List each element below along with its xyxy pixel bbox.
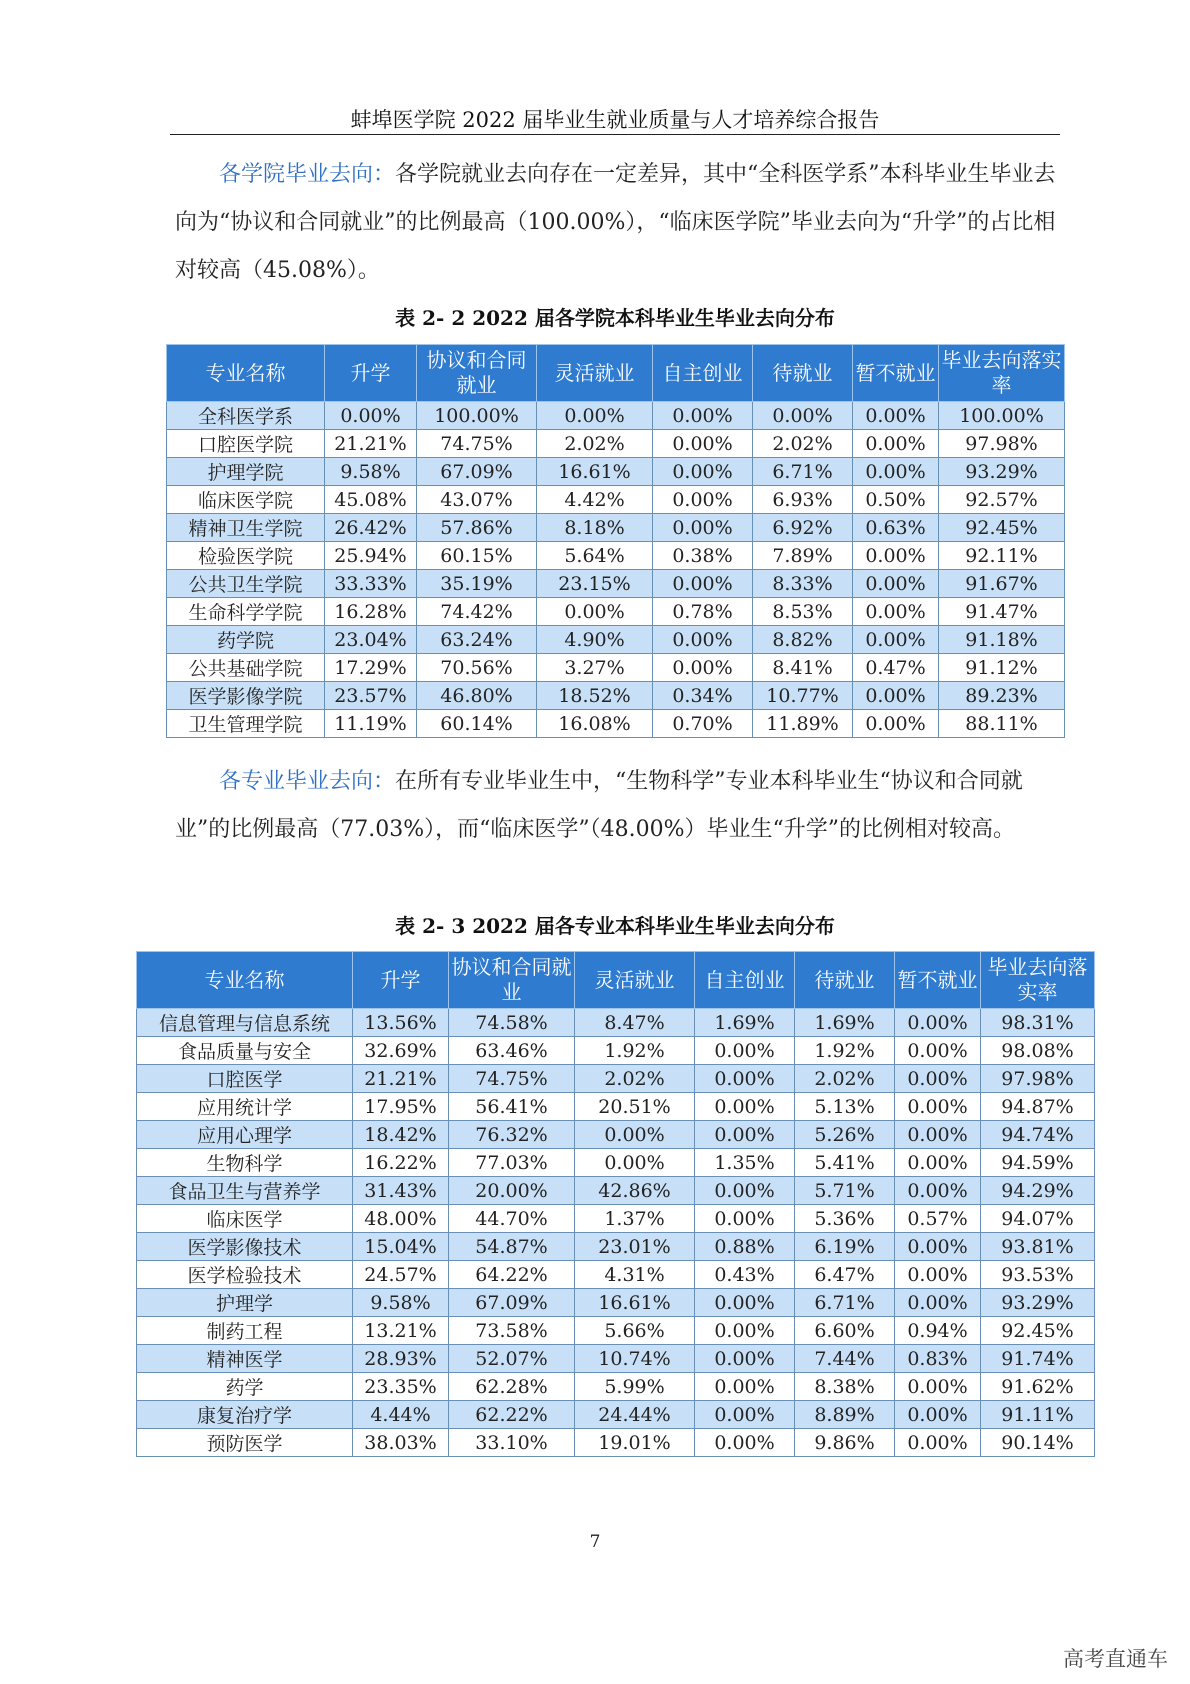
table-cell: 90.14%	[981, 1429, 1095, 1457]
table-cell: 94.74%	[981, 1121, 1095, 1149]
row-label-cell: 食品卫生与营养学	[137, 1177, 353, 1205]
table-cell: 0.70%	[653, 710, 753, 738]
table-cell: 8.41%	[753, 654, 853, 682]
table-cell: 16.08%	[537, 710, 653, 738]
table-cell: 91.62%	[981, 1373, 1095, 1401]
column-header: 协议和合同就业	[449, 952, 575, 1009]
table-cell: 16.61%	[537, 458, 653, 486]
table-cell: 0.57%	[895, 1205, 981, 1233]
table-cell: 0.00%	[695, 1345, 795, 1373]
table-cell: 91.12%	[939, 654, 1065, 682]
table-cell: 52.07%	[449, 1345, 575, 1373]
table-cell: 63.24%	[417, 626, 537, 654]
table-cell: 17.29%	[325, 654, 417, 682]
table-cell: 9.58%	[325, 458, 417, 486]
column-header: 灵活就业	[537, 345, 653, 402]
table-row	[167, 542, 1065, 570]
table-row	[137, 1317, 1095, 1345]
table-cell: 0.00%	[653, 458, 753, 486]
table-cell: 60.14%	[417, 710, 537, 738]
table-row	[137, 1373, 1095, 1401]
table-cell: 1.37%	[575, 1205, 695, 1233]
table-cell: 98.08%	[981, 1037, 1095, 1065]
table-cell: 0.00%	[653, 402, 753, 430]
table-cell: 21.21%	[325, 430, 417, 458]
table-cell: 0.00%	[853, 598, 939, 626]
row-label-cell: 应用心理学	[137, 1121, 353, 1149]
table-cell: 92.11%	[939, 542, 1065, 570]
table-cell: 0.00%	[325, 402, 417, 430]
column-header: 专业名称	[137, 952, 353, 1009]
table-row	[167, 626, 1065, 654]
table-row	[167, 710, 1065, 738]
row-label-cell: 护理学	[137, 1289, 353, 1317]
column-header: 毕业去向落实率	[981, 952, 1095, 1009]
table-row	[137, 1429, 1095, 1457]
row-label-cell: 生物科学	[137, 1149, 353, 1177]
table-cell: 6.47%	[795, 1261, 895, 1289]
table-cell: 8.47%	[575, 1009, 695, 1037]
table-cell: 0.00%	[537, 598, 653, 626]
column-header: 灵活就业	[575, 952, 695, 1009]
table-cell: 2.02%	[795, 1065, 895, 1093]
table-cell: 74.42%	[417, 598, 537, 626]
table-cell: 1.35%	[695, 1149, 795, 1177]
table-cell: 0.00%	[895, 1373, 981, 1401]
table-cell: 0.00%	[895, 1121, 981, 1149]
table-cell: 3.27%	[537, 654, 653, 682]
column-header: 暂不就业	[895, 952, 981, 1009]
table-row	[167, 430, 1065, 458]
table-cell: 0.00%	[895, 1177, 981, 1205]
table-cell: 0.38%	[653, 542, 753, 570]
table-cell: 0.00%	[895, 1093, 981, 1121]
table-cell: 1.92%	[795, 1037, 895, 1065]
table-cell: 4.31%	[575, 1261, 695, 1289]
table-cell: 23.35%	[353, 1373, 449, 1401]
table-cell: 2.02%	[537, 430, 653, 458]
table-caption: 表 2- 3 2022 届各专业本科毕业生毕业去向分布	[395, 914, 835, 938]
table-cell: 92.45%	[981, 1317, 1095, 1345]
table-cell: 6.71%	[753, 458, 853, 486]
table-cell: 57.86%	[417, 514, 537, 542]
table-cell: 0.00%	[895, 1261, 981, 1289]
table-cell: 4.44%	[353, 1401, 449, 1429]
table-cell: 0.00%	[895, 1149, 981, 1177]
table-cell: 20.51%	[575, 1093, 695, 1121]
table-cell: 4.90%	[537, 626, 653, 654]
major-destination-table	[136, 951, 1095, 1457]
table-cell: 76.32%	[449, 1121, 575, 1149]
table-cell: 1.92%	[575, 1037, 695, 1065]
table-cell: 17.95%	[353, 1093, 449, 1121]
table-header-row	[137, 952, 1095, 1009]
table-cell: 15.04%	[353, 1233, 449, 1261]
page-number: 7	[589, 1532, 601, 1552]
row-label-cell: 生命科学学院	[167, 598, 325, 626]
table-caption: 表 2- 2 2022 届各学院本科毕业生毕业去向分布	[395, 306, 835, 330]
table-cell: 5.13%	[795, 1093, 895, 1121]
table-row	[137, 1009, 1095, 1037]
row-label-cell: 口腔医学院	[167, 430, 325, 458]
table-cell: 0.00%	[537, 402, 653, 430]
table-cell: 89.23%	[939, 682, 1065, 710]
table-cell: 1.69%	[695, 1009, 795, 1037]
table-cell: 94.87%	[981, 1093, 1095, 1121]
table-row	[167, 682, 1065, 710]
row-label-cell: 卫生管理学院	[167, 710, 325, 738]
column-header: 毕业去向落实率	[939, 345, 1065, 402]
table-cell: 5.99%	[575, 1373, 695, 1401]
column-header: 升学	[353, 952, 449, 1009]
table-cell: 70.56%	[417, 654, 537, 682]
column-header: 待就业	[795, 952, 895, 1009]
row-label-cell: 信息管理与信息系统	[137, 1009, 353, 1037]
table-cell: 100.00%	[417, 402, 537, 430]
table-row	[137, 1345, 1095, 1373]
column-header: 自主创业	[653, 345, 753, 402]
table-cell: 0.00%	[853, 570, 939, 598]
table-cell: 6.19%	[795, 1233, 895, 1261]
table-cell: 67.09%	[449, 1289, 575, 1317]
table-cell: 0.83%	[895, 1345, 981, 1373]
table-cell: 91.67%	[939, 570, 1065, 598]
table-cell: 11.19%	[325, 710, 417, 738]
table-cell: 0.00%	[695, 1429, 795, 1457]
table-cell: 23.57%	[325, 682, 417, 710]
table-cell: 93.53%	[981, 1261, 1095, 1289]
table-cell: 0.94%	[895, 1317, 981, 1345]
table-cell: 2.02%	[575, 1065, 695, 1093]
table-cell: 93.81%	[981, 1233, 1095, 1261]
table-cell: 11.89%	[753, 710, 853, 738]
table-cell: 42.86%	[575, 1177, 695, 1205]
row-label-cell: 药学	[137, 1373, 353, 1401]
watermark-text: 高考直通车	[1063, 1647, 1168, 1671]
table-cell: 0.47%	[853, 654, 939, 682]
table-cell: 45.08%	[325, 486, 417, 514]
table-cell: 18.52%	[537, 682, 653, 710]
table-cell: 94.59%	[981, 1149, 1095, 1177]
table-row	[137, 1037, 1095, 1065]
table-row	[137, 1177, 1095, 1205]
table-cell: 0.00%	[895, 1289, 981, 1317]
table-cell: 56.41%	[449, 1093, 575, 1121]
table-cell: 16.28%	[325, 598, 417, 626]
table-cell: 8.18%	[537, 514, 653, 542]
table-cell: 24.57%	[353, 1261, 449, 1289]
table-cell: 0.00%	[853, 458, 939, 486]
paragraph-body: 在所有专业毕业生中，“生物科学”专业本科毕业生“协议和合同就业”的比例最高（77.03%），而“临床医学”（48.00%）毕业生“升学”的比例相对较高。	[175, 769, 1023, 842]
table-cell: 8.82%	[753, 626, 853, 654]
table-cell: 18.42%	[353, 1121, 449, 1149]
college-destination-table	[166, 344, 1065, 738]
row-label-cell: 药学院	[167, 626, 325, 654]
table-cell: 48.00%	[353, 1205, 449, 1233]
table-cell: 0.00%	[695, 1177, 795, 1205]
table-cell: 0.00%	[695, 1065, 795, 1093]
table-cell: 0.00%	[853, 682, 939, 710]
table-row	[167, 514, 1065, 542]
row-label-cell: 护理学院	[167, 458, 325, 486]
row-label-cell: 公共基础学院	[167, 654, 325, 682]
table-row	[167, 486, 1065, 514]
table-cell: 54.87%	[449, 1233, 575, 1261]
table-cell: 0.00%	[695, 1121, 795, 1149]
row-label-cell: 临床医学	[137, 1205, 353, 1233]
table-cell: 8.89%	[795, 1401, 895, 1429]
table-cell: 0.50%	[853, 486, 939, 514]
table-cell: 0.00%	[653, 654, 753, 682]
table-row	[137, 1261, 1095, 1289]
table-cell: 5.36%	[795, 1205, 895, 1233]
table-cell: 0.00%	[695, 1317, 795, 1345]
table-cell: 0.00%	[695, 1037, 795, 1065]
table-cell: 0.00%	[695, 1373, 795, 1401]
table-row	[167, 570, 1065, 598]
table-cell: 77.03%	[449, 1149, 575, 1177]
table-cell: 93.29%	[939, 458, 1065, 486]
row-label-cell: 精神卫生学院	[167, 514, 325, 542]
table-cell: 5.41%	[795, 1149, 895, 1177]
table-cell: 0.00%	[653, 430, 753, 458]
table-cell: 67.09%	[417, 458, 537, 486]
table-cell: 0.00%	[653, 514, 753, 542]
table-cell: 0.63%	[853, 514, 939, 542]
table-cell: 91.11%	[981, 1401, 1095, 1429]
table-cell: 0.00%	[753, 402, 853, 430]
table-cell: 0.88%	[695, 1233, 795, 1261]
table-cell: 94.07%	[981, 1205, 1095, 1233]
table-cell: 16.22%	[353, 1149, 449, 1177]
paragraph-lead-label: 各专业毕业去向：	[219, 769, 396, 794]
table-cell: 31.43%	[353, 1177, 449, 1205]
table-cell: 92.57%	[939, 486, 1065, 514]
column-header: 暂不就业	[853, 345, 939, 402]
table-cell: 20.00%	[449, 1177, 575, 1205]
table-cell: 74.58%	[449, 1009, 575, 1037]
row-label-cell: 全科医学系	[167, 402, 325, 430]
table-cell: 60.15%	[417, 542, 537, 570]
table-cell: 5.66%	[575, 1317, 695, 1345]
table-cell: 5.64%	[537, 542, 653, 570]
table-cell: 94.29%	[981, 1177, 1095, 1205]
table-cell: 0.00%	[653, 570, 753, 598]
table-cell: 1.69%	[795, 1009, 895, 1037]
table-cell: 6.71%	[795, 1289, 895, 1317]
table-cell: 0.00%	[653, 486, 753, 514]
table-cell: 9.58%	[353, 1289, 449, 1317]
report-header-title: 蚌埠医学院 2022 届毕业生就业质量与人才培养综合报告	[350, 108, 880, 132]
table-cell: 23.01%	[575, 1233, 695, 1261]
table-row	[137, 1093, 1095, 1121]
table-row	[137, 1289, 1095, 1317]
row-label-cell: 检验医学院	[167, 542, 325, 570]
table-cell: 9.86%	[795, 1429, 895, 1457]
table-cell: 6.93%	[753, 486, 853, 514]
table-cell: 7.44%	[795, 1345, 895, 1373]
table-cell: 28.93%	[353, 1345, 449, 1373]
table-row	[137, 1401, 1095, 1429]
table-cell: 35.19%	[417, 570, 537, 598]
table-row	[167, 598, 1065, 626]
table-cell: 2.02%	[753, 430, 853, 458]
table-cell: 33.33%	[325, 570, 417, 598]
table-cell: 19.01%	[575, 1429, 695, 1457]
table-cell: 5.71%	[795, 1177, 895, 1205]
table-cell: 6.92%	[753, 514, 853, 542]
table-cell: 16.61%	[575, 1289, 695, 1317]
table-cell: 4.42%	[537, 486, 653, 514]
table-cell: 0.00%	[853, 542, 939, 570]
table-cell: 21.21%	[353, 1065, 449, 1093]
row-label-cell: 精神医学	[137, 1345, 353, 1373]
table-row	[167, 402, 1065, 430]
table-cell: 0.00%	[695, 1093, 795, 1121]
table-cell: 44.70%	[449, 1205, 575, 1233]
table-cell: 93.29%	[981, 1289, 1095, 1317]
table-cell: 74.75%	[449, 1065, 575, 1093]
table-cell: 97.98%	[939, 430, 1065, 458]
row-label-cell: 康复治疗学	[137, 1401, 353, 1429]
row-label-cell: 预防医学	[137, 1429, 353, 1457]
table-cell: 100.00%	[939, 402, 1065, 430]
table-cell: 0.00%	[653, 626, 753, 654]
table-cell: 46.80%	[417, 682, 537, 710]
table-cell: 0.00%	[895, 1429, 981, 1457]
header-divider	[170, 134, 1060, 135]
table-cell: 74.75%	[417, 430, 537, 458]
table-row	[137, 1233, 1095, 1261]
table-row	[167, 458, 1065, 486]
table-cell: 13.56%	[353, 1009, 449, 1037]
row-label-cell: 食品质量与安全	[137, 1037, 353, 1065]
table-cell: 5.26%	[795, 1121, 895, 1149]
table-cell: 10.74%	[575, 1345, 695, 1373]
table-cell: 73.58%	[449, 1317, 575, 1345]
table-cell: 0.00%	[695, 1205, 795, 1233]
table-header-row	[167, 345, 1065, 402]
table-cell: 91.18%	[939, 626, 1065, 654]
table-cell: 63.46%	[449, 1037, 575, 1065]
column-header: 待就业	[753, 345, 853, 402]
table-cell: 8.33%	[753, 570, 853, 598]
table-cell: 0.00%	[575, 1121, 695, 1149]
table-cell: 25.94%	[325, 542, 417, 570]
column-header: 自主创业	[695, 952, 795, 1009]
table-cell: 0.00%	[895, 1065, 981, 1093]
table-cell: 0.00%	[895, 1401, 981, 1429]
college-destination-paragraph	[175, 151, 1057, 295]
table-cell: 0.00%	[575, 1149, 695, 1177]
table-row	[137, 1121, 1095, 1149]
table-cell: 0.00%	[853, 626, 939, 654]
table-cell: 0.00%	[695, 1401, 795, 1429]
table-cell: 33.10%	[449, 1429, 575, 1457]
table-cell: 0.00%	[853, 430, 939, 458]
table-cell: 8.53%	[753, 598, 853, 626]
table-cell: 62.22%	[449, 1401, 575, 1429]
table-cell: 38.03%	[353, 1429, 449, 1457]
table-cell: 0.43%	[695, 1261, 795, 1289]
table-cell: 23.04%	[325, 626, 417, 654]
paragraph-body: 各学院就业去向存在一定差异，其中“全科医学系”本科毕业生毕业去向为“协议和合同就业”的比例最高（100.00%），“临床医学院”毕业去向为“升学”的占比相对较高（45.08%）。	[175, 162, 1056, 283]
table-cell: 62.28%	[449, 1373, 575, 1401]
row-label-cell: 口腔医学	[137, 1065, 353, 1093]
table-cell: 98.31%	[981, 1009, 1095, 1037]
table-cell: 91.74%	[981, 1345, 1095, 1373]
table-row	[167, 654, 1065, 682]
table-row	[137, 1065, 1095, 1093]
table-cell: 23.15%	[537, 570, 653, 598]
table-row	[137, 1149, 1095, 1177]
row-label-cell: 临床医学院	[167, 486, 325, 514]
column-header: 专业名称	[167, 345, 325, 402]
table-cell: 0.00%	[895, 1009, 981, 1037]
table-cell: 97.98%	[981, 1065, 1095, 1093]
table-cell: 0.00%	[853, 710, 939, 738]
row-label-cell: 公共卫生学院	[167, 570, 325, 598]
row-label-cell: 医学检验技术	[137, 1261, 353, 1289]
table-cell: 43.07%	[417, 486, 537, 514]
table-cell: 24.44%	[575, 1401, 695, 1429]
table-cell: 26.42%	[325, 514, 417, 542]
paragraph-lead-label: 各学院毕业去向：	[219, 162, 396, 187]
table-cell: 0.00%	[695, 1289, 795, 1317]
table-cell: 7.89%	[753, 542, 853, 570]
table-cell: 92.45%	[939, 514, 1065, 542]
table-cell: 88.11%	[939, 710, 1065, 738]
column-header: 协议和合同就业	[417, 345, 537, 402]
major-destination-paragraph	[175, 758, 1057, 854]
row-label-cell: 应用统计学	[137, 1093, 353, 1121]
table-cell: 6.60%	[795, 1317, 895, 1345]
table-cell: 0.00%	[853, 402, 939, 430]
table-cell: 64.22%	[449, 1261, 575, 1289]
row-label-cell: 医学影像技术	[137, 1233, 353, 1261]
row-label-cell: 制药工程	[137, 1317, 353, 1345]
table-cell: 0.78%	[653, 598, 753, 626]
table-cell: 32.69%	[353, 1037, 449, 1065]
column-header: 升学	[325, 345, 417, 402]
table-cell: 91.47%	[939, 598, 1065, 626]
table-cell: 0.00%	[895, 1037, 981, 1065]
row-label-cell: 医学影像学院	[167, 682, 325, 710]
table-cell: 8.38%	[795, 1373, 895, 1401]
table-cell: 0.34%	[653, 682, 753, 710]
table-cell: 13.21%	[353, 1317, 449, 1345]
table-row	[137, 1205, 1095, 1233]
table-cell: 0.00%	[895, 1233, 981, 1261]
table-cell: 10.77%	[753, 682, 853, 710]
